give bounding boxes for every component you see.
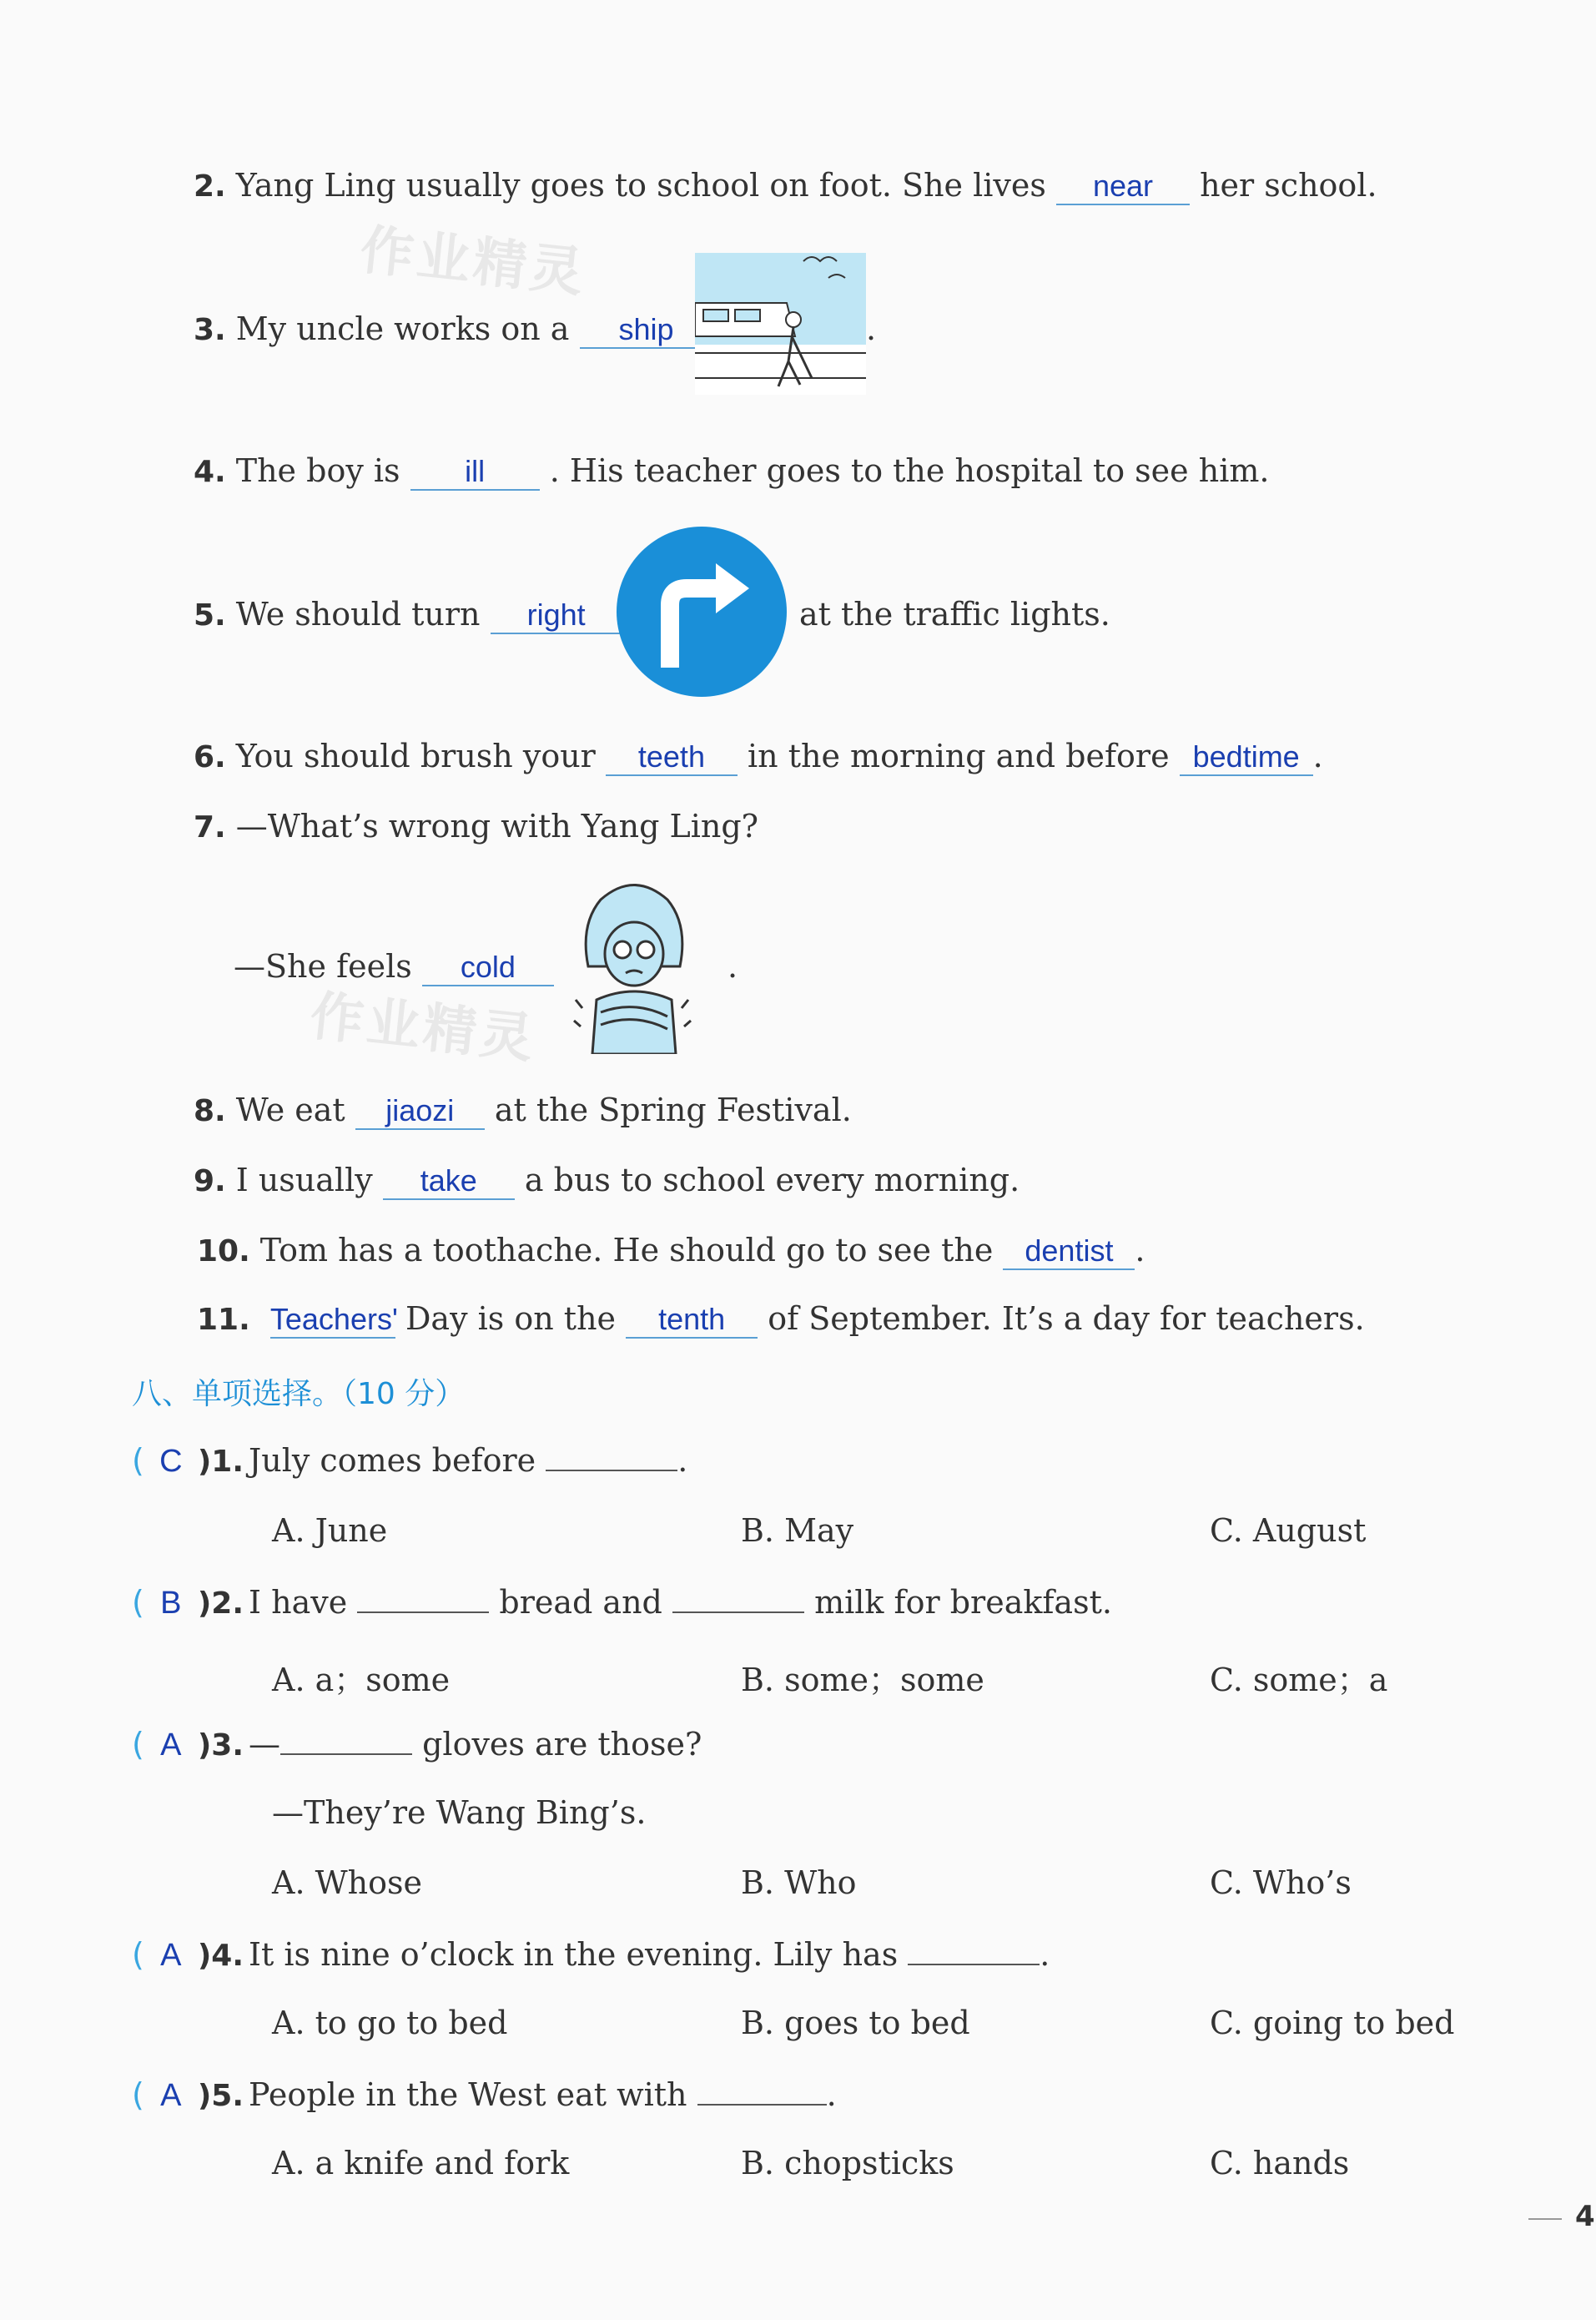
mc-question-4: ( A )4. It is nine o’clock in the evening. Lily has . [132, 1934, 1050, 1976]
question-blank [280, 1753, 412, 1755]
period: . [866, 310, 877, 347]
question-blank [357, 1611, 489, 1613]
turn-right-sign-icon [616, 526, 788, 698]
answer-blank[interactable]: right [491, 598, 622, 634]
cold-girl-picture [567, 875, 701, 1054]
option-a[interactable]: A. a knife and fork [272, 2145, 570, 2181]
option-a[interactable]: A. to go to bed [272, 2005, 508, 2041]
answer-blank[interactable]: teeth [606, 739, 738, 776]
fill-question-7-answer: —She feels cold [234, 946, 554, 986]
fill-question-8: 8. We eat jiaozi at the Spring Festival. [194, 1092, 852, 1128]
answer-blank[interactable]: dentist [1003, 1233, 1135, 1270]
question-blank [697, 2104, 827, 2106]
fill-question-5-after: at the traffic lights. [799, 596, 1110, 633]
mc-question-5: ( A )5. People in the West eat with . [132, 2075, 837, 2116]
answer-blank[interactable]: ship [580, 312, 713, 349]
answer-blank[interactable]: tenth [626, 1302, 758, 1339]
fill-question-5: 5. We should turn right [194, 594, 622, 636]
mc-question-3: ( A )3. — gloves are those? [132, 1724, 702, 1766]
question-blank [908, 1964, 1040, 1965]
option-a[interactable]: A. June [272, 1512, 388, 1549]
page-number-rule [1528, 2218, 1562, 2220]
section-title: 八、单项选择。（10 分） [132, 1377, 466, 1411]
ship-picture [695, 253, 866, 395]
option-b[interactable]: B. goes to bed [741, 2005, 970, 2041]
answer-blank[interactable]: ill [410, 454, 540, 491]
fill-question-9: 9. I usually take a bus to school every morning. [194, 1162, 1020, 1198]
option-c[interactable]: C. hands [1210, 2145, 1350, 2181]
option-b[interactable]: B. May [741, 1512, 854, 1549]
watermark: 作业精灵 [357, 219, 590, 305]
mc-answer[interactable]: C [159, 1444, 183, 1479]
answer-blank[interactable]: take [383, 1163, 515, 1200]
fill-question-7: 7. —What’s wrong with Yang Ling? [194, 808, 759, 845]
answer-blank[interactable]: jiaozi [355, 1093, 485, 1130]
option-c[interactable]: C. some；a [1210, 1662, 1388, 1698]
mc-answer[interactable]: A [160, 1727, 182, 1763]
fill-question-2: 2. Yang Ling usually goes to school on foot. She lives near her school. [194, 167, 1377, 204]
option-a[interactable]: A. Whose [272, 1864, 422, 1901]
fill-question-10: 10. Tom has a toothache. He should go to see the dentist . [197, 1232, 1145, 1268]
answer-blank[interactable]: cold [422, 950, 554, 986]
fill-question-3: 3. My uncle works on a ship [194, 309, 713, 351]
period: . [728, 948, 738, 985]
option-b[interactable]: B. chopsticks [741, 2145, 954, 2181]
mc-question-2: ( B )2. I have bread and milk for breakfast. [132, 1582, 1112, 1624]
mc-answer[interactable]: B [160, 1586, 182, 1621]
watermark: 作业精灵 [307, 985, 540, 1071]
option-a[interactable]: A. a；some [272, 1662, 451, 1698]
page-number: 4 [1575, 2200, 1595, 2233]
answer-blank[interactable]: Teachers' [270, 1302, 395, 1339]
option-c[interactable]: C. August [1210, 1512, 1367, 1549]
option-c[interactable]: C. Who’s [1210, 1864, 1352, 1901]
option-b[interactable]: B. some；some [741, 1662, 984, 1698]
option-b[interactable]: B. Who [741, 1864, 857, 1901]
answer-blank[interactable]: near [1056, 169, 1190, 205]
mc-question-3-reply: —They’re Wang Bing’s. [272, 1794, 647, 1831]
mc-answer[interactable]: A [160, 2078, 182, 2113]
mc-question-1: ( C )1. July comes before . [132, 1440, 687, 1482]
fill-question-6: 6. You should brush your teeth in the morning and before bedtime . [194, 738, 1323, 774]
fill-question-11: 11. Teachers' Day is on the tenth of September. It’s a day for teachers. [197, 1300, 1365, 1337]
mc-answer[interactable]: A [160, 1938, 182, 1973]
option-c[interactable]: C. going to bed [1210, 2005, 1455, 2041]
question-blank [672, 1611, 804, 1613]
fill-question-4: 4. The boy is ill . His teacher goes to the hospital to see him. [194, 452, 1270, 489]
answer-blank[interactable]: bedtime [1180, 739, 1313, 776]
question-blank [546, 1470, 677, 1471]
